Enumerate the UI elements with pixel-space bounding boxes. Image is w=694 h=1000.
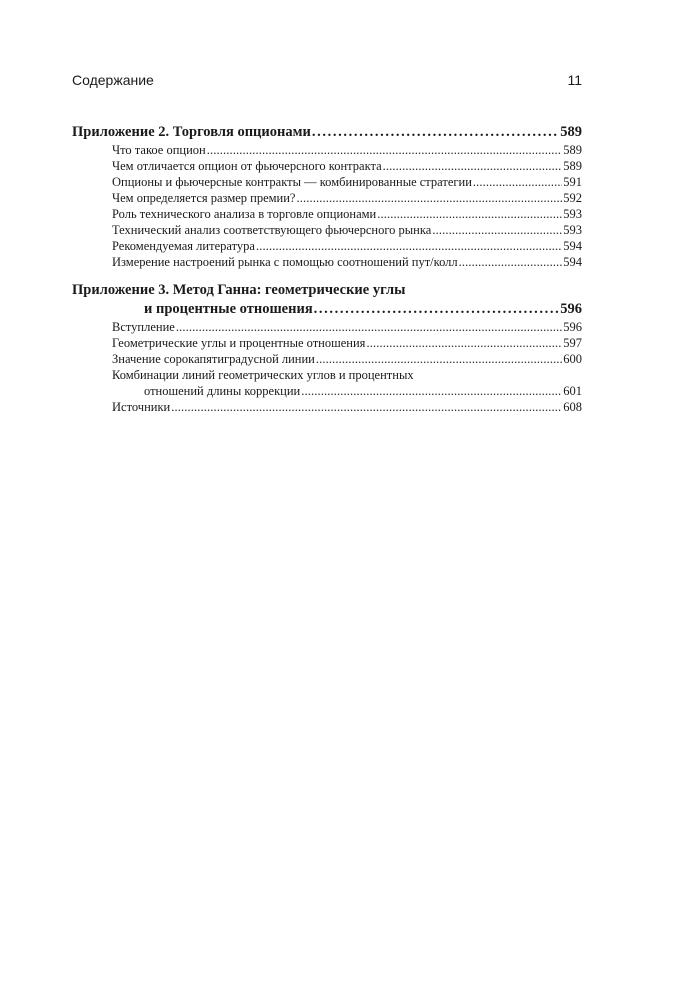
running-header [72,72,582,92]
toc-subentry-title: Что такое опцион [112,143,206,157]
toc-subentry-page: 589 [563,159,582,173]
toc-subentry-title: Технический анализ соответствующего фьючерсного рынка [112,223,432,237]
toc-subentry-page: 608 [563,400,582,414]
header-section-title: Содержание [72,72,154,88]
toc-subentry-title: Роль технического анализа в торговле опционами [112,207,377,221]
toc-subentry-title: Вступление [112,320,175,334]
toc-subentry-page: 591 [563,175,582,189]
toc-subentry-page: 597 [563,336,582,350]
toc-subentry-title: Комбинации линий геометрических углов и процентных [112,368,414,382]
dot-leader [316,351,562,367]
dot-leader [314,300,560,319]
toc-subentry-page: 594 [563,239,582,253]
toc-subentry-page: 600 [563,352,582,366]
toc-entry-page: 589 [560,124,582,140]
dot-leader [432,222,562,238]
toc-entry-title-continued: и процентные отношения [144,301,313,317]
toc-subentry-page: 593 [563,207,582,221]
toc-subentry[interactable] [72,335,582,351]
dot-leader [377,206,562,222]
dot-leader [301,383,562,399]
toc-subentry-title: Значение сорокапятиградусной линии [112,352,315,366]
section-gap [72,270,582,281]
toc-entry-appendix-3-line1[interactable] [72,281,582,300]
toc-entry-appendix-3-line2[interactable] [72,300,582,319]
toc-subentry[interactable] [72,238,582,254]
toc-subentry[interactable] [72,319,582,335]
table-of-contents [72,123,582,415]
dot-leader [459,254,563,270]
toc-subentry[interactable] [72,158,582,174]
toc-subentry[interactable] [72,174,582,190]
toc-subentry[interactable] [72,222,582,238]
toc-subentry-page: 596 [563,320,582,334]
dot-leader [176,319,562,335]
dot-leader [383,158,563,174]
toc-subentry-title: Измерение настроений рынка с помощью соотношений пут/колл [112,255,458,269]
toc-entry-title: Приложение 3. Метод Ганна: геометрические углы [72,282,406,298]
toc-entry-title: Приложение 2. Торговля опционами [72,124,311,140]
toc-subentry-title: Чем отличается опцион от фьючерсного контракта [112,159,382,173]
toc-subentry[interactable] [72,142,582,158]
toc-entry-page: 596 [560,301,582,317]
toc-subentry-title: Источники [112,400,171,414]
dot-leader [207,142,563,158]
dot-leader [256,238,562,254]
toc-subentry[interactable] [72,190,582,206]
toc-subentry-page: 593 [563,223,582,237]
dot-leader [171,399,562,415]
toc-subentry-title: Геометрические углы и процентные отношения [112,336,366,350]
toc-subentry-line1[interactable] [72,367,582,383]
header-page-number: 11 [567,72,582,88]
dot-leader [296,190,562,206]
toc-subentry[interactable] [72,351,582,367]
toc-subentry-page: 594 [563,255,582,269]
dot-leader [366,335,562,351]
toc-subentry-page: 589 [563,143,582,157]
toc-subentry-title-continued: отношений длины коррекции [144,384,301,398]
toc-subentry-title: Чем определяется размер премии? [112,191,296,205]
toc-subentry-page: 601 [563,384,582,398]
toc-subentry[interactable] [72,206,582,222]
toc-subentry[interactable] [72,254,582,270]
dot-leader [473,174,562,190]
toc-subentry[interactable] [72,399,582,415]
toc-subentry-title: Рекомендуемая литература [112,239,255,253]
toc-entry-appendix-2[interactable] [72,123,582,142]
toc-subentry-page: 592 [563,191,582,205]
toc-subentry-title: Опционы и фьючерсные контракты — комбинированные стратегии [112,175,472,189]
toc-subentry-line2[interactable] [72,383,582,399]
dot-leader [312,123,559,142]
